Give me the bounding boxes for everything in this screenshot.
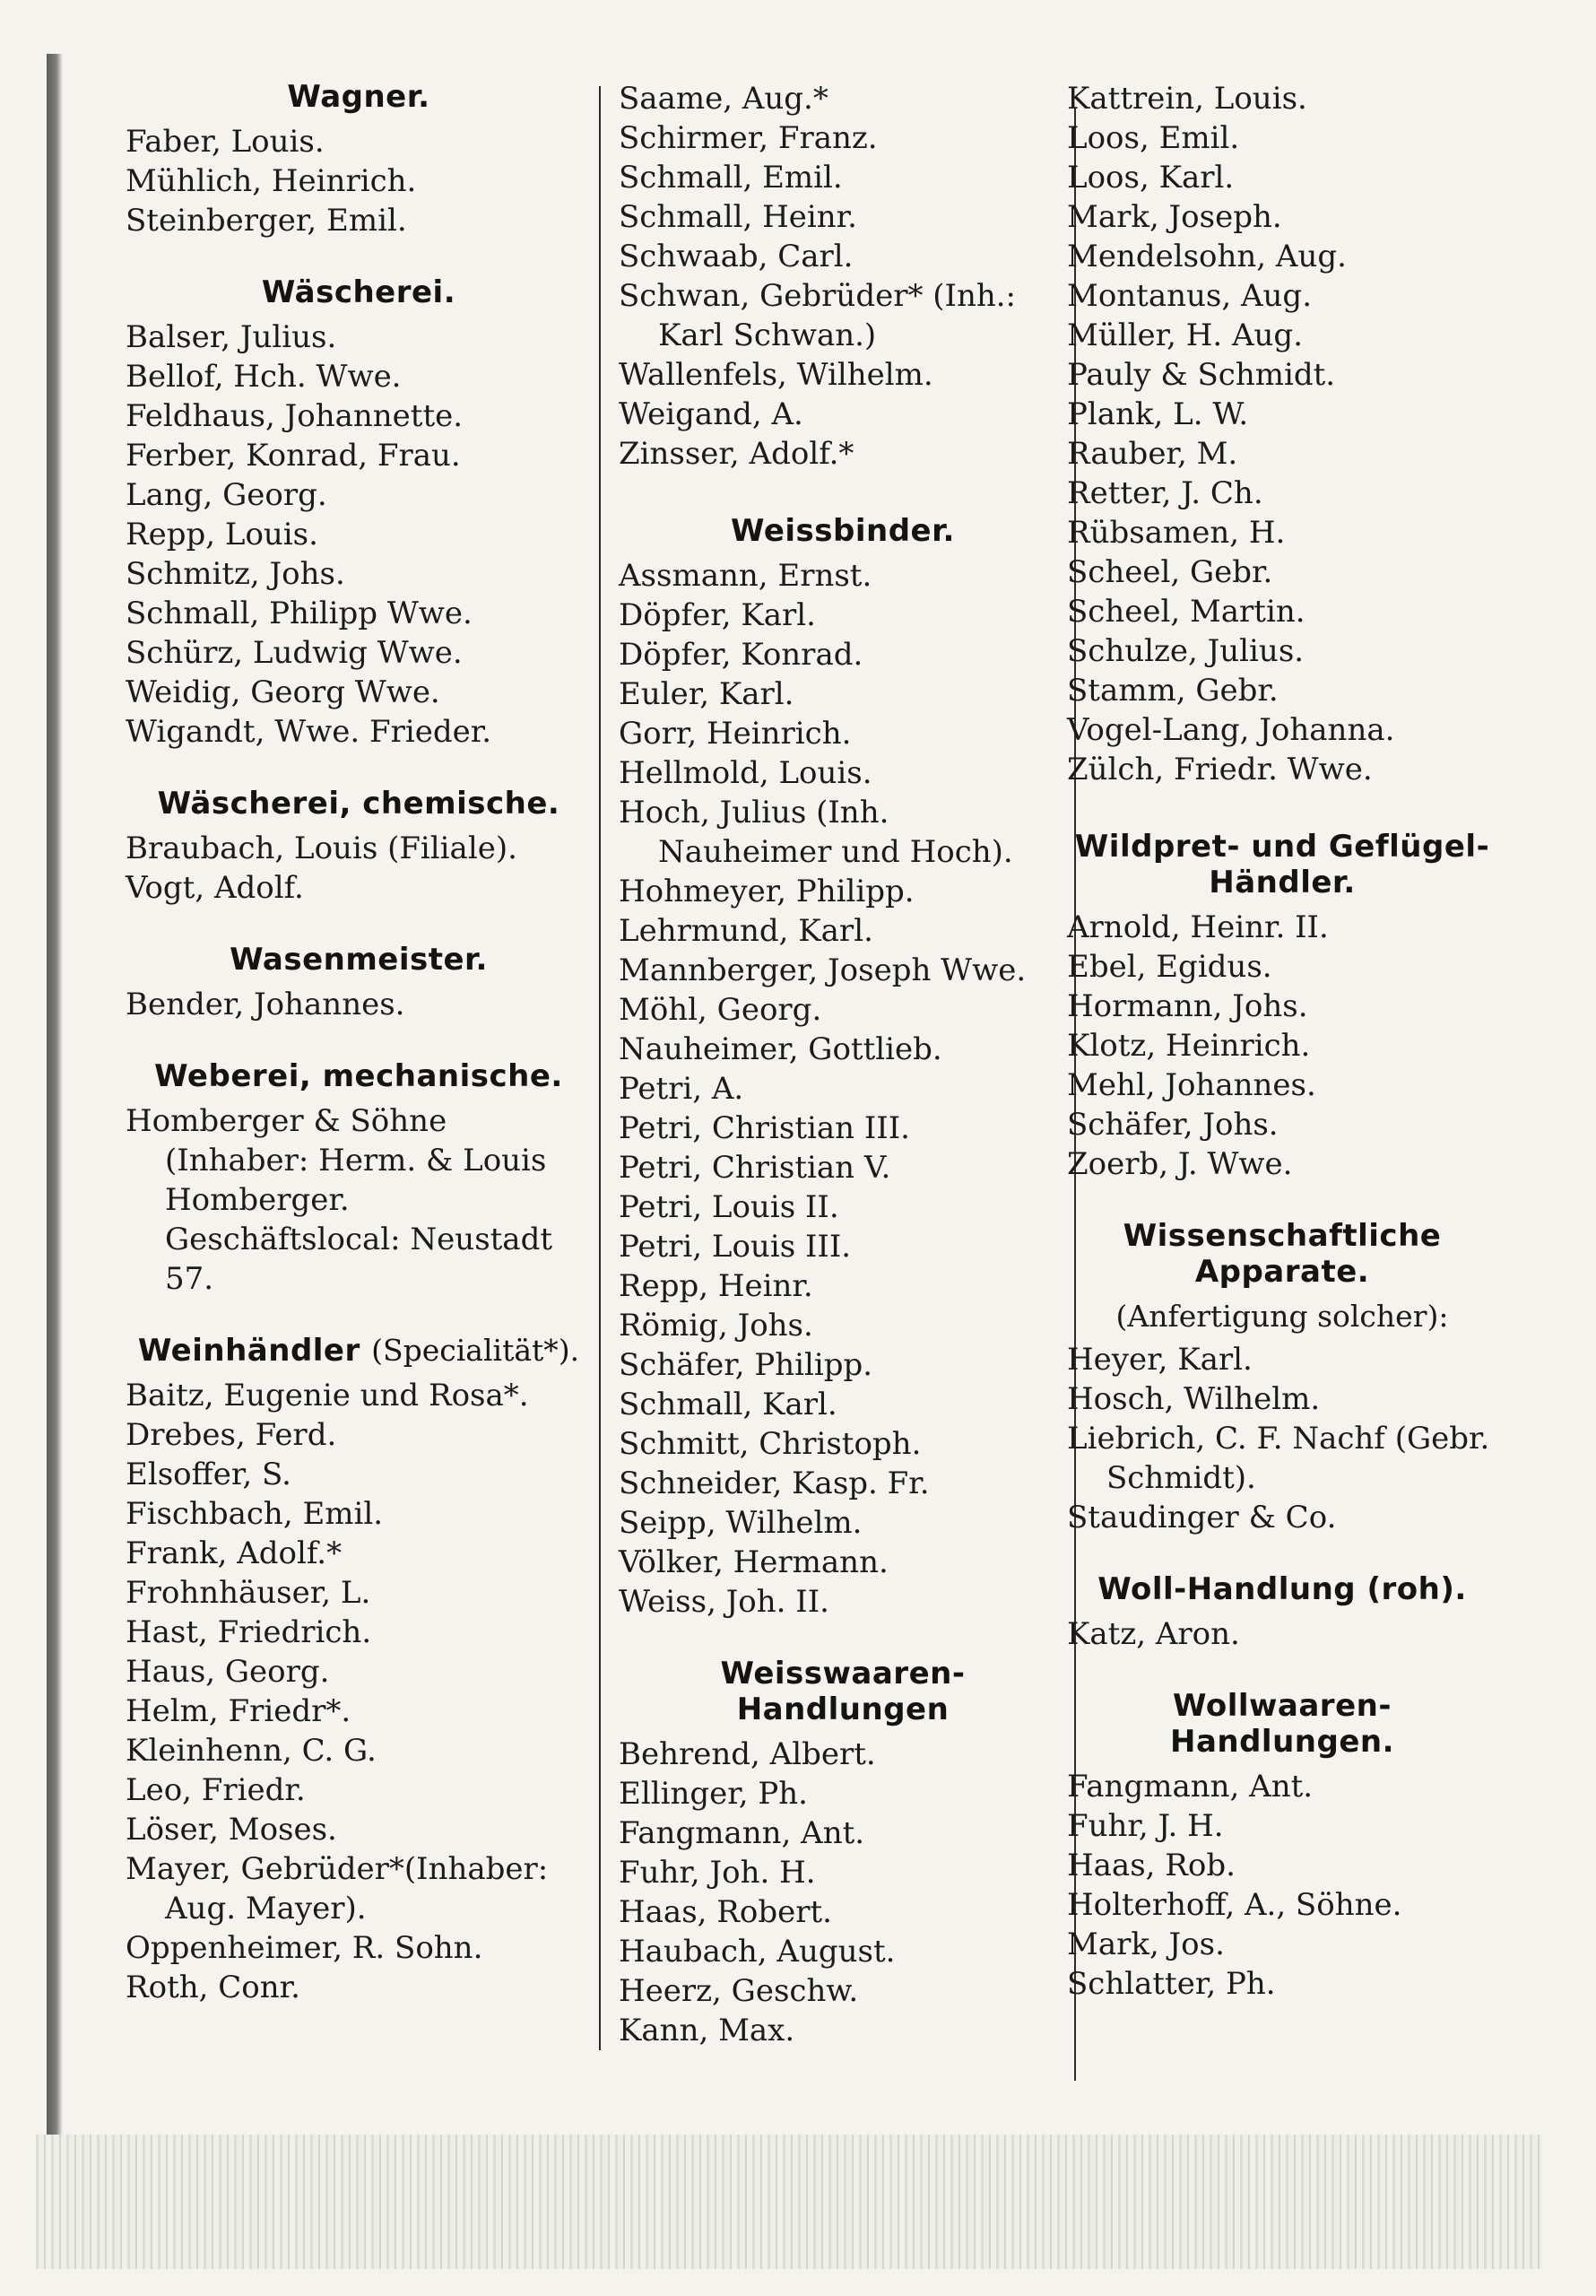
directory-entry: Schwaab, Carl.: [619, 239, 854, 274]
directory-section: [126, 1333, 592, 2007]
directory-entry: Zoerb, J. Wwe.: [1067, 1146, 1293, 1182]
directory-entry: Kattrein, Louis.: [1067, 81, 1307, 117]
directory-entry: Schmall, Philipp Wwe.: [126, 596, 473, 631]
section-heading: [126, 1333, 592, 1369]
directory-entry: Balser, Julius.: [126, 319, 337, 355]
column-1: [126, 79, 592, 2041]
directory-entry: Bellof, Hch. Wwe.: [126, 359, 402, 395]
section-heading-text: Wagner.: [287, 79, 430, 115]
directory-entry: Mark, Jos.: [1067, 1926, 1225, 1962]
directory-entry: Petri, Christian V.: [619, 1150, 891, 1186]
directory-entry: Weiss, Joh. II.: [619, 1584, 829, 1620]
directory-entry: Vogel-Lang, Johanna.: [1067, 712, 1395, 748]
directory-entry: Loos, Emil.: [1067, 120, 1240, 156]
directory-entry: Vogt, Adolf.: [126, 870, 304, 906]
directory-entry: Hosch, Wilhelm.: [1067, 1381, 1321, 1417]
directory-entry: Petri, Louis III.: [619, 1229, 852, 1265]
section-heading: [1067, 1218, 1497, 1290]
section-heading-text: Woll-Handlung (roh).: [1097, 1571, 1467, 1607]
directory-entry: Mayer, Gebrüder*(Inhaber: Aug. Mayer).: [126, 1851, 549, 1926]
directory-entry: Nauheimer, Gottlieb.: [619, 1031, 942, 1067]
directory-entry: Schmitz, Johs.: [126, 556, 345, 592]
directory-entry: Katz, Aron.: [1067, 1616, 1240, 1652]
directory-entry: Völker, Hermann.: [619, 1544, 889, 1580]
directory-entry: Fuhr, Joh. H.: [619, 1855, 816, 1891]
directory-entry: Hormann, Johs.: [1067, 988, 1308, 1024]
directory-entry: Haubach, August.: [619, 1934, 896, 1970]
directory-entry: Hohmeyer, Philipp.: [619, 874, 915, 909]
directory-entry: Mehl, Johannes.: [1067, 1067, 1316, 1103]
directory-entry: Schneider, Kasp. Fr.: [619, 1465, 930, 1501]
directory-section: [126, 79, 592, 240]
directory-entry: Fuhr, J. H.: [1067, 1808, 1224, 1844]
directory-entry: Steinberger, Emil.: [126, 203, 407, 239]
section-heading-text: Wäscherei, chemische.: [157, 786, 560, 822]
directory-section: [1067, 79, 1497, 789]
directory-entry: Gorr, Heinrich.: [619, 716, 852, 752]
directory-section: [1067, 1688, 1497, 2004]
directory-entry: Möhl, Georg.: [619, 992, 822, 1028]
section-heading: [126, 274, 592, 310]
directory-entry: Behrend, Albert.: [619, 1736, 876, 1772]
directory-entry: Schulze, Julius.: [1067, 633, 1305, 669]
directory-section: [126, 274, 592, 752]
directory-section: [1067, 1218, 1497, 1537]
directory-entry: Schürz, Ludwig Wwe.: [126, 635, 463, 671]
directory-entry: Seipp, Wilhelm.: [619, 1505, 863, 1541]
section-subnote: (Anfertigung solcher):: [1115, 1299, 1449, 1334]
directory-entry: Ebel, Egidus.: [1067, 949, 1272, 985]
directory-entry: Haus, Georg.: [126, 1654, 330, 1690]
section-heading-text: Wäscherei.: [261, 274, 456, 310]
directory-entry: Bender, Johannes.: [126, 987, 405, 1022]
directory-entry: Schirmer, Franz.: [619, 120, 878, 156]
directory-entry: Schmitt, Christoph.: [619, 1426, 922, 1462]
directory-entry: Mannberger, Joseph Wwe.: [619, 952, 1027, 988]
directory-section: [126, 942, 592, 1024]
directory-entry: Mark, Joseph.: [1067, 199, 1282, 235]
directory-entry: Liebrich, C. F. Nachf (Gebr. Schmidt).: [1067, 1421, 1490, 1496]
section-heading-note: (Specialität*).: [371, 1333, 580, 1368]
directory-entry: Saame, Aug.*: [619, 81, 828, 117]
directory-entry: Petri, Louis II.: [619, 1189, 839, 1225]
section-heading: [1067, 829, 1497, 900]
directory-entry: Döpfer, Karl.: [619, 597, 816, 633]
directory-entry: Schmall, Emil.: [619, 160, 843, 196]
directory-section: [126, 1058, 592, 1299]
directory-entry: Weidig, Georg Wwe.: [126, 674, 440, 710]
section-heading-text: Wasenmeister.: [230, 942, 488, 978]
directory-entry: Assmann, Ernst.: [619, 558, 872, 594]
directory-entry: Haas, Rob.: [1067, 1848, 1236, 1883]
scan-margin: [36, 2135, 1542, 2269]
section-heading-text: Weberei, mechanische.: [154, 1058, 563, 1094]
directory-entry: Zülch, Friedr. Wwe.: [1067, 752, 1373, 787]
section-heading: [126, 786, 592, 822]
directory-entry: Mühlich, Heinrich.: [126, 163, 417, 199]
directory-entry: Schlatter, Ph.: [1067, 1966, 1276, 2002]
column-3: [1067, 79, 1497, 2038]
directory-entry: Hoch, Julius (Inh. Nauheimer und Hoch).: [619, 795, 1013, 870]
directory-entry: Wallenfels, Wilhelm.: [619, 357, 933, 393]
directory-entry: Braubach, Louis (Filiale).: [126, 831, 517, 866]
directory-entry: Kann, Max.: [619, 2013, 795, 2048]
section-heading: [1067, 1688, 1497, 1760]
directory-entry: Müller, H. Aug.: [1067, 317, 1304, 353]
directory-section: [619, 1656, 1067, 2050]
directory-entry: Klotz, Heinrich.: [1067, 1028, 1311, 1064]
directory-entry: Haas, Robert.: [619, 1894, 832, 1930]
directory-entry: Lang, Georg.: [126, 477, 327, 513]
directory-entry: Loos, Karl.: [1067, 160, 1235, 196]
directory-entry: Löser, Moses.: [126, 1812, 337, 1848]
directory-entry: Pauly & Schmidt.: [1067, 357, 1336, 393]
directory-entry: Fangmann, Ant.: [1067, 1769, 1314, 1805]
directory-entry: Retter, J. Ch.: [1067, 475, 1263, 511]
directory-entry: Faber, Louis.: [126, 124, 325, 160]
directory-entry: Roth, Conr.: [126, 1970, 300, 2005]
directory-entry: Heerz, Geschw.: [619, 1973, 859, 2009]
directory-entry: Schmall, Heinr.: [619, 199, 857, 235]
directory-entry: Repp, Louis.: [126, 517, 318, 552]
section-heading-text: Wissenschaftliche Apparate.: [1123, 1218, 1442, 1290]
section-heading: [126, 79, 592, 115]
directory-entry: Weigand, A.: [619, 396, 803, 432]
directory-entry: Lehrmund, Karl.: [619, 913, 873, 949]
directory-entry: Helm, Friedr*.: [126, 1693, 351, 1729]
directory-entry: Ellinger, Ph.: [619, 1776, 808, 1812]
directory-entry: Schwan, Gebrüder* (Inh.: Karl Schwan.): [619, 278, 1017, 353]
directory-entry: Leo, Friedr.: [126, 1772, 306, 1808]
directory-entry: Scheel, Martin.: [1067, 594, 1305, 630]
directory-entry: Wigandt, Wwe. Frieder.: [126, 714, 492, 750]
column-2: [619, 79, 1067, 2084]
directory-entry: Stamm, Gebr.: [1067, 673, 1279, 709]
binding-shadow: [47, 54, 63, 2135]
section-heading-text: Wildpret- und Geflügel-Händler.: [1074, 829, 1490, 900]
directory-entry: Zinsser, Adolf.*: [619, 436, 854, 472]
section-heading-text: Weissbinder.: [731, 513, 955, 549]
directory-entry: Schmall, Karl.: [619, 1387, 837, 1422]
section-heading-text: Wollwaaren-Handlungen.: [1169, 1688, 1395, 1760]
directory-entry: Döpfer, Konrad.: [619, 637, 863, 673]
directory-section: [1067, 1571, 1497, 1654]
directory-entry: Schäfer, Philipp.: [619, 1347, 873, 1383]
directory-section: [126, 786, 592, 908]
column-rule: [599, 86, 601, 2050]
directory-entry: Montanus, Aug.: [1067, 278, 1312, 314]
section-heading: [619, 513, 1067, 549]
directory-entry: Rübsamen, H.: [1067, 515, 1286, 551]
section-heading: [126, 1058, 592, 1094]
directory-entry: Fangmann, Ant.: [619, 1815, 865, 1851]
section-heading-text: Weinhändler: [137, 1333, 360, 1369]
directory-entry: Schäfer, Johs.: [1067, 1107, 1279, 1143]
directory-entry: Petri, A.: [619, 1071, 744, 1107]
directory-entry: Hast, Friedrich.: [126, 1614, 372, 1650]
directory-entry: Heyer, Karl.: [1067, 1342, 1253, 1378]
section-heading: [126, 942, 592, 978]
directory-entry: Homberger & Söhne (Inhaber: Herm. & Louis Homberger. Geschäftslocal: Neustadt 57.: [126, 1103, 553, 1297]
directory-entry: Kleinhenn, C. G.: [126, 1733, 377, 1769]
directory-entry: Plank, L. W.: [1067, 396, 1249, 432]
directory-section: [619, 79, 1067, 474]
directory-entry: Arnold, Heinr. II.: [1067, 909, 1329, 945]
directory-entry: Drebes, Ferd.: [126, 1417, 337, 1453]
directory-entry: Rauber, M.: [1067, 436, 1238, 472]
directory-section: [1067, 829, 1497, 1184]
directory-entry: Baitz, Eugenie und Rosa*.: [126, 1378, 529, 1413]
directory-entry: Mendelsohn, Aug.: [1067, 239, 1347, 274]
directory-entry: Elsoffer, S.: [126, 1457, 291, 1492]
directory-section: [619, 513, 1067, 1622]
directory-entry: Oppenheimer, R. Sohn.: [126, 1930, 483, 1966]
directory-entry: Petri, Christian III.: [619, 1110, 910, 1146]
directory-entry: Scheel, Gebr.: [1067, 554, 1273, 590]
directory-entry: Frohnhäuser, L.: [126, 1575, 371, 1611]
directory-entry: Fischbach, Emil.: [126, 1496, 384, 1532]
directory-entry: Römig, Johs.: [619, 1308, 813, 1344]
directory-entry: Euler, Karl.: [619, 676, 794, 712]
directory-entry: Repp, Heinr.: [619, 1268, 813, 1304]
section-heading: [1067, 1571, 1497, 1607]
directory-entry: Staudinger & Co.: [1067, 1500, 1337, 1535]
section-heading: [619, 1656, 1067, 1727]
directory-entry: Frank, Adolf.*: [126, 1535, 343, 1571]
section-heading-text: Weisswaaren-Handlungen: [720, 1656, 966, 1727]
directory-entry: Holterhoff, A., Söhne.: [1067, 1887, 1402, 1923]
directory-entry: Hellmold, Louis.: [619, 755, 872, 791]
directory-entry: Ferber, Konrad, Frau.: [126, 438, 461, 474]
directory-entry: Feldhaus, Johannette.: [126, 398, 464, 434]
